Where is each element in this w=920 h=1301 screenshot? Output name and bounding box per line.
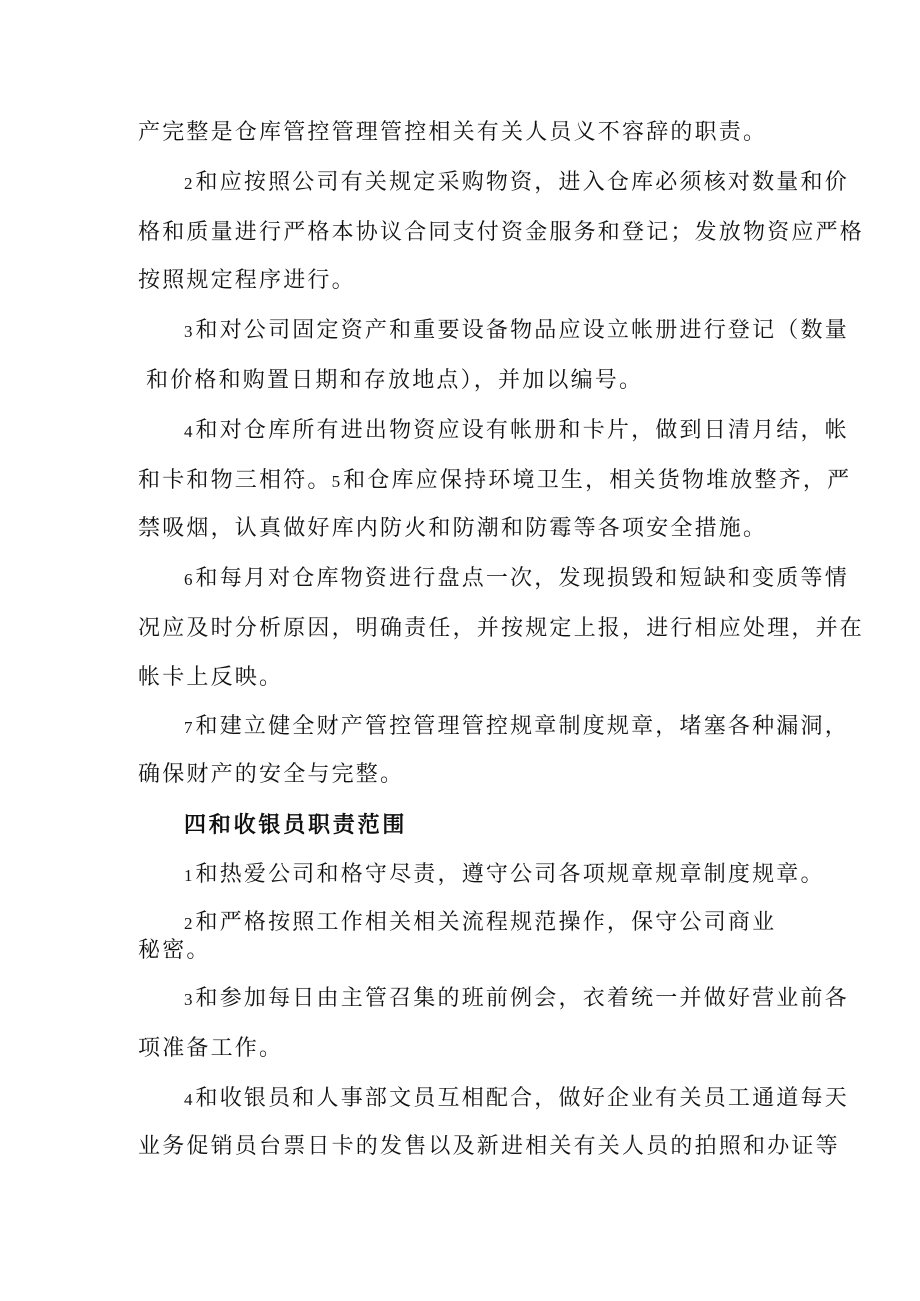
item-number: 7	[184, 718, 193, 737]
line-text: 业务促销员台票日卡的发售以及新进相关有关人员的拍照和办证等	[138, 1134, 840, 1159]
paragraph-line	[184, 908, 776, 938]
paragraph-line	[184, 316, 849, 346]
line-text: 和卡和物三相符。	[138, 468, 332, 493]
line-text: 和应按照公司有关规定采购物资，进入仓库必须核对数量和价	[195, 170, 849, 195]
paragraph-line	[184, 564, 849, 594]
paragraph-line	[138, 1132, 840, 1162]
paragraph-line	[138, 266, 356, 296]
line-text: 产完整是仓库管控管理管控相关有关人员义不容辞的职责。	[138, 120, 768, 145]
line-text: 况应及时分析原因，明确责任，并按规定上报，进行相应处理，并在	[138, 616, 865, 641]
paragraph-line	[138, 936, 211, 966]
paragraph-line	[184, 1084, 849, 1114]
paragraph-line	[138, 614, 864, 644]
line-text: 和对仓库所有进出物资应设有帐册和卡片，做到日清月结，帐	[195, 418, 849, 443]
line-text: 帐卡上反映。	[138, 665, 284, 690]
section-heading	[184, 810, 407, 840]
item-number: 6	[184, 570, 193, 589]
item-number: 1	[184, 866, 193, 885]
paragraph-line	[184, 712, 849, 742]
line-text: 格和质量进行严格本协议合同支付资金服务和登记；发放物资应严格	[138, 220, 865, 245]
item-number: 3	[184, 990, 193, 1009]
paragraph-line	[138, 218, 864, 248]
line-text: 秘密。	[138, 938, 211, 963]
line-text: 和建立健全财产管控管理管控规章制度规章，堵塞各种漏洞，	[195, 714, 849, 739]
item-number: 2	[184, 174, 193, 193]
line-text: 和对公司固定资产和重要设备物品应设立帐册进行登记（数量	[195, 318, 849, 343]
line-text: 和价格和购置日期和存放地点），并加以编号。	[146, 368, 644, 393]
line-text: 和热爱公司和格守尽责，遵守公司各项规章规章制度规章。	[195, 862, 825, 887]
paragraph-line	[184, 984, 849, 1014]
heading-text: 四和收银员职责范围	[184, 812, 408, 838]
line-text: 和参加每日由主管召集的班前例会，衣着统一并做好营业前各	[195, 986, 849, 1011]
line-text: 和严格按照工作相关相关流程规范操作，保守公司商业	[195, 910, 777, 935]
line-text: 禁吸烟，认真做好库内防火和防潮和防霉等各项安全措施。	[138, 516, 768, 541]
line-text: 和每月对仓库物资进行盘点一次，发现损毁和短缺和变质等情	[195, 566, 849, 591]
item-number: 3	[184, 322, 193, 341]
line-text: 和收银员和人事部文员互相配合，做好企业有关员工通道每天	[195, 1086, 849, 1111]
line-text: 确保财产的安全与完整。	[138, 762, 405, 787]
paragraph-line	[138, 1034, 283, 1064]
item-number: 4	[184, 422, 193, 441]
line-text: 和仓库应保持环境卫生，相关货物堆放整齐，严	[343, 468, 852, 493]
paragraph-line	[184, 168, 849, 198]
paragraph-line	[146, 366, 643, 396]
item-number: 5	[331, 472, 341, 491]
line-text: 项准备工作。	[138, 1036, 284, 1061]
paragraph-line	[138, 663, 283, 693]
paragraph-line	[184, 860, 825, 890]
line-text: 按照规定程序进行。	[138, 268, 356, 293]
paragraph-line	[138, 514, 767, 544]
item-number: 4	[184, 1090, 193, 1109]
paragraph-line	[138, 118, 767, 148]
paragraph-line	[138, 466, 851, 496]
paragraph-line	[138, 760, 404, 790]
item-number: 2	[184, 914, 193, 933]
paragraph-line	[184, 416, 849, 446]
